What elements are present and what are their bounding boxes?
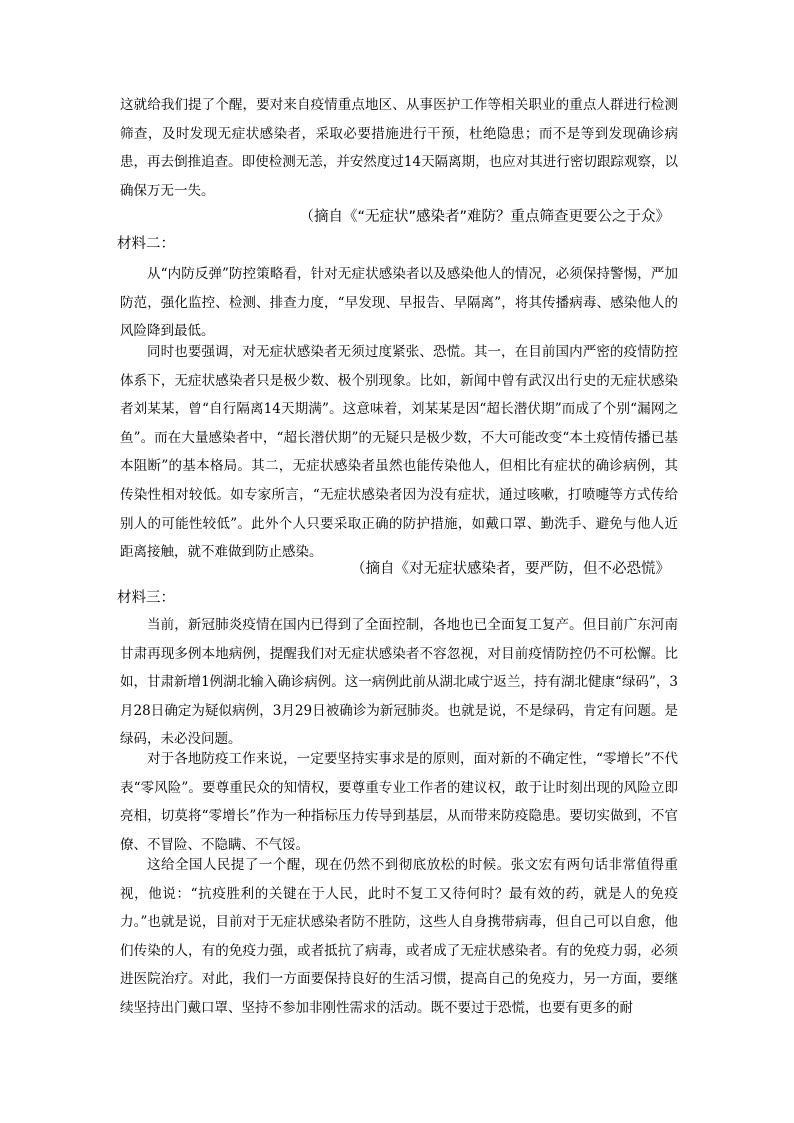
paragraph-0-block: [120, 91, 678, 205]
source-2: （摘自《对无症状感染者，要严防，但不必恐慌》: [351, 561, 670, 577]
paragraph-5-block: [120, 851, 678, 1023]
paragraph-0: 这就给我们提了个醒，要对来自疫情重点地区、从事医护工作等相关职业的重点人群进行检测筛查，及时发现无症状感染者，采取必要措施进行干预，杜绝隐患；而不是等到发现确诊病患，再去倒推追查。即使检测无恙，并安然度过14天隔离期，也应对其进行密切跟踪观察，以确保万无一失。: [120, 97, 678, 199]
paragraph-1: 从“内防反弹”防控策略看，针对无症状感染者以及感染他人的情况，必须保持警惕，严加防范，强化监控、检测、排查力度，“早发现、早报告、早隔离”，将其传播病毒、感染他人的风险降到最低。: [120, 266, 678, 340]
heading-material-3: 材料三：: [117, 590, 175, 606]
paragraph-4: 对于各地防疫工作来说，一定要坚持实事求是的原则，面对新的不确定性，“零增长”不代表“零风险”。要尊重民众的知情权，要尊重专业工作者的建议权，敢于让时刻出现的风险立即亮相，切莫将“零增长”作为一种指标压力传导到基层，从而带来防疫隐患。要切实做到，不官僚、不冒险、不隐瞒、不气馁。: [120, 751, 678, 853]
paragraph-3-block: [120, 611, 678, 754]
paragraph-4-block: [120, 745, 678, 859]
heading-material-2: 材料二：: [117, 236, 175, 252]
paragraph-5: 这给全国人民提了一个醒，现在仍然不到彻底放松的时候。张文宏有两句话非常值得重视，他说：“抗疫胜利的关键在于人民，此时不复工又待何时？最有效的药，就是人的免疫力。”也就是说，目前对于无症状感染者防不胜防，这些人自身携带病毒，但自己可以自愈，他们传染的人，有的免疫力强，或者抵抗了病毒，或者成了无症状感染者。有的免疫力弱，必须进医院治疗。对此，我们一方面要保持良好的生活习惯，提高自己的免疫力，另一方面，要继续坚持出门戴口罩、坚持不参加非刚性需求的活动。既不要过于恐慌，也要有更多的耐: [120, 857, 678, 1016]
paragraph-2-block: [120, 338, 678, 567]
paragraph-1-block: [120, 260, 678, 346]
paragraph-2: 同时也要强调，对无症状感染者无须过度紧张、恐慌。其一，在目前国内严密的疫情防控体系下，无症状感染者只是极少数、极个别现象。比如，新闻中曾有武汉出行史的无症状感染者刘某某，曾“自行隔离14天期满”。这意味着，刘某某是因“超长潜伏期”而成了个别“漏网之鱼”。而在大量感染者中，“超长潜伏期”的无疑只是极少数，不大可能改变“本土疫情传播已基本阻断”的基本格局。其二，无症状感染者虽然也能传染他人，但相比有症状的确诊病例，其传染性相对较低。如专家所言，“无症状感染者因为没有症状，通过咳嗽，打喷嚏等方式传给别人的可能性较低”。此外个人只要采取正确的防护措施，如戴口罩、勤洗手、避免与他人近距离接触，就不难做到防止感染。: [120, 344, 678, 561]
source-1: （摘自《“无症状”感染者”难防？重点筛查更要公之于众》: [299, 209, 670, 225]
paragraph-3: 当前，新冠肺炎疫情在国内已得到了全面控制，各地也已全面复工复产。但目前广东河南甘肃再现多例本地病例，提醒我们对无症状感染者不容忽视，对目前疫情防控仍不可松懈。比如，甘肃新增1例湖北输入确诊病例。这一病例此前从湖北咸宁返兰，持有湖北健康“绿码”，3月28日确定为疑似病例，3月29日被确诊为新冠肺炎。也就是说，不是绿码，肯定有问题。是绿码，未必没问题。: [120, 617, 678, 748]
